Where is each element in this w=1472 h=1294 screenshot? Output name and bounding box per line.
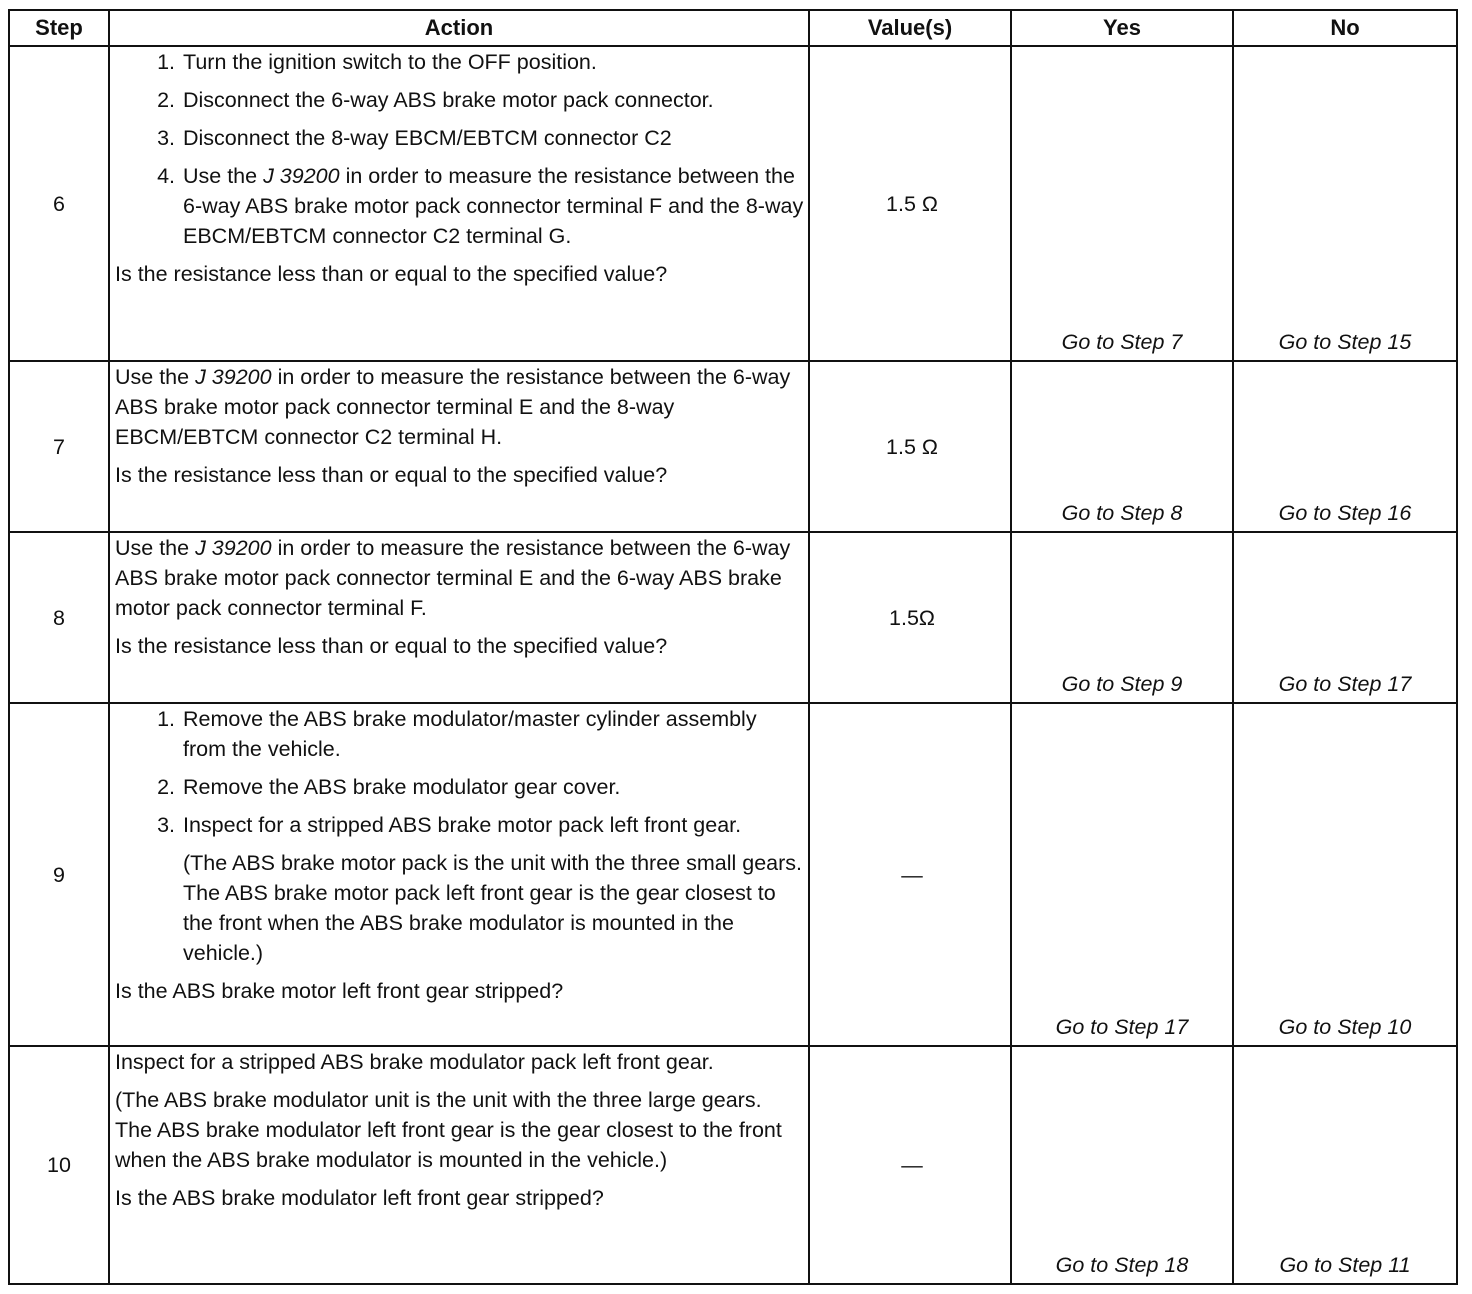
- value-cell: 1.5 Ω: [809, 46, 1011, 361]
- no-cell: Go to Step 15: [1233, 46, 1457, 361]
- diagnostic-table: [8, 9, 1458, 1285]
- no-cell: Go to Step 17: [1233, 532, 1457, 703]
- list-item: 3. Inspect for a stripped ABS brake motor pack left front gear. (The ABS brake motor pack is the unit with the three small gears. The ABS brake motor pack left front gear is the gear closest to the front when the ABS brake modulator is mounted in the vehicle.): [115, 810, 804, 968]
- header-action: Action: [109, 10, 809, 46]
- step-number: 7: [9, 361, 109, 532]
- yes-cell: Go to Step 8: [1011, 361, 1233, 532]
- tool-name: J 39200: [195, 365, 272, 389]
- header-value: Value(s): [809, 10, 1011, 46]
- action-cell: [109, 1046, 809, 1284]
- yes-cell: Go to Step 9: [1011, 532, 1233, 703]
- value-cell: —: [809, 1046, 1011, 1284]
- action-list: [115, 47, 804, 251]
- tool-name: J 39200: [195, 536, 272, 560]
- list-item: 1. Remove the ABS brake modulator/master cylinder assembly from the vehicle.: [157, 707, 757, 761]
- no-cell: Go to Step 16: [1233, 361, 1457, 532]
- action-text: Inspect for a stripped ABS brake modulator pack left front gear.: [115, 1050, 714, 1074]
- step-number: 8: [9, 532, 109, 703]
- step-number: 10: [9, 1046, 109, 1284]
- question-text: Is the ABS brake modulator left front gear stripped?: [115, 1186, 604, 1210]
- step-number: 6: [9, 46, 109, 361]
- value-cell: —: [809, 703, 1011, 1046]
- question-text: Is the resistance less than or equal to the specified value?: [115, 634, 668, 658]
- action-text: Use the J 39200 in order to measure the resistance between the 6-way ABS brake motor pack connector terminal E and the 8-way EBCM/EBTCM connector C2 terminal H.: [115, 365, 791, 449]
- note-text: (The ABS brake motor pack is the unit with the three small gears. The ABS brake motor pack left front gear is the gear closest to the front when the ABS brake modulator is mounted in the vehicle.): [183, 851, 803, 965]
- header-yes: Yes: [1011, 10, 1233, 46]
- table-row-step-7: [9, 361, 1457, 532]
- list-item: 3. Disconnect the 8-way EBCM/EBTCM connector C2: [157, 126, 672, 150]
- table-row-step-8: [9, 532, 1457, 703]
- tool-name: J 39200: [263, 164, 340, 188]
- diagnostic-table-page: [8, 9, 1458, 1285]
- action-cell: [109, 46, 809, 361]
- list-item: 2. Remove the ABS brake modulator gear cover.: [157, 775, 621, 799]
- yes-cell: Go to Step 18: [1011, 1046, 1233, 1284]
- question-text: Is the resistance less than or equal to the specified value?: [115, 262, 668, 286]
- yes-cell: Go to Step 17: [1011, 703, 1233, 1046]
- step-number: 9: [9, 703, 109, 1046]
- no-cell: Go to Step 11: [1233, 1046, 1457, 1284]
- table-row-step-6: [9, 46, 1457, 361]
- list-item: 1. Turn the ignition switch to the OFF position.: [157, 50, 597, 74]
- action-cell: [109, 361, 809, 532]
- action-cell: [109, 532, 809, 703]
- action-list: [115, 704, 804, 968]
- table-row-step-9: [9, 703, 1457, 1046]
- action-text: Use the J 39200 in order to measure the resistance between the 6-way ABS brake motor pack connector terminal E and the 6-way ABS brake motor pack connector terminal F.: [115, 536, 791, 620]
- list-item: 4. Use the J 39200 in order to measure the resistance between the 6-way ABS brake motor pack connector terminal F and the 8-way EBCM/EBTCM connector C2 terminal G.: [157, 164, 804, 248]
- action-cell: [109, 703, 809, 1046]
- value-cell: 1.5 Ω: [809, 361, 1011, 532]
- question-text: Is the ABS brake motor left front gear stripped?: [115, 979, 564, 1003]
- question-text: Is the resistance less than or equal to the specified value?: [115, 463, 668, 487]
- yes-cell: Go to Step 7: [1011, 46, 1233, 361]
- list-item: 2. Disconnect the 6-way ABS brake motor pack connector.: [157, 88, 714, 112]
- note-text: (The ABS brake modulator unit is the unit with the three large gears. The ABS brake modulator left front gear is the gear closest to the front when the ABS brake modulator is mounted in the vehicle.): [115, 1088, 782, 1172]
- no-cell: Go to Step 10: [1233, 703, 1457, 1046]
- table-row-step-10: [9, 1046, 1457, 1284]
- value-cell: 1.5Ω: [809, 532, 1011, 703]
- header-no: No: [1233, 10, 1457, 46]
- header-step: Step: [9, 10, 109, 46]
- header-row: [9, 10, 1457, 46]
